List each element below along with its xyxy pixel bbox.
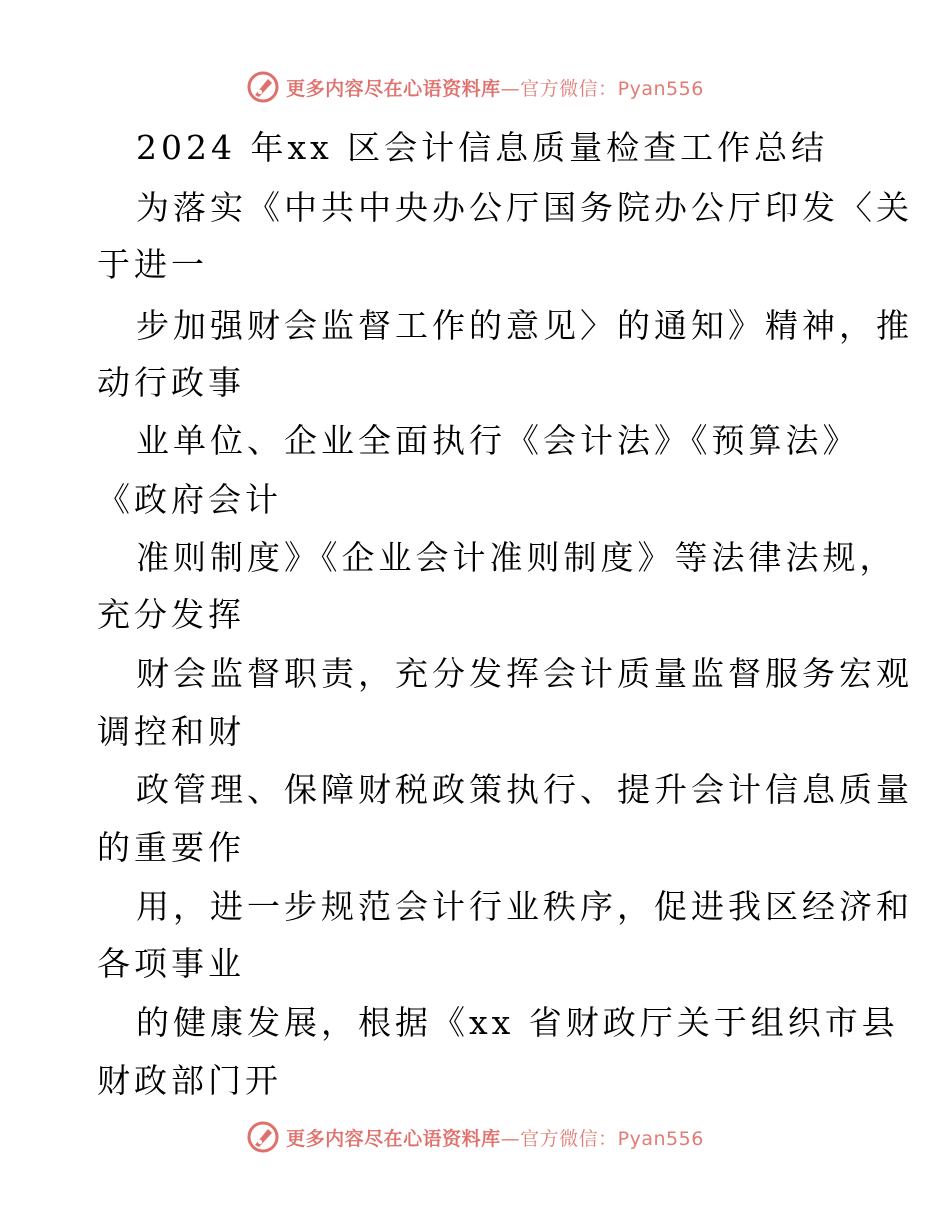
- paragraph-line: 财政部门开: [97, 1061, 282, 1100]
- paragraph-line: 步加强财会监督工作的意见〉的通知》精神，推: [136, 306, 913, 345]
- footer-watermark-text: [286, 1124, 704, 1151]
- paragraph-line: 充分发挥: [97, 595, 245, 634]
- pen-nib-logo-icon: [246, 70, 280, 104]
- header-watermark-banner: [0, 70, 950, 104]
- pen-nib-logo-icon: [246, 1120, 280, 1154]
- paragraph-line: 政管理、保障财税政策执行、提升会计信息质量: [136, 770, 913, 809]
- paragraph-line: 于进一: [97, 245, 208, 284]
- footer-watermark-banner: [0, 1120, 950, 1154]
- paragraph-line: 准则制度》《企业会计准则制度》等法律法规，: [136, 538, 897, 577]
- header-watermark-wechat: 官方微信：Pyan556: [520, 77, 704, 100]
- header-watermark-separator: —: [500, 77, 521, 100]
- paragraph-line: 《政府会计: [97, 480, 282, 519]
- footer-watermark-main: 更多内容尽在心语资料库: [286, 1127, 501, 1150]
- footer-watermark-wechat: 官方微信：Pyan556: [520, 1127, 704, 1150]
- paragraph-line: 的重要作: [97, 828, 245, 867]
- document-title: 2024 年xx 区会计信息质量检查工作总结: [136, 128, 829, 167]
- paragraph-line: 各项事业: [97, 944, 245, 983]
- header-watermark-text: [286, 74, 704, 101]
- paragraph-line: 用，进一步规范会计行业秩序，促进我区经济和: [136, 887, 913, 926]
- footer-watermark-separator: —: [500, 1127, 521, 1150]
- paragraph-line: 的健康发展，根据《xx 省财政厅关于组织市县: [136, 1003, 899, 1042]
- paragraph-line: 为落实《中共中央办公厅国务院办公厅印发〈关: [136, 188, 913, 227]
- header-watermark-main: 更多内容尽在心语资料库: [286, 77, 501, 100]
- paragraph-line: 调控和财: [97, 712, 245, 751]
- paragraph-line: 财会监督职责，充分发挥会计质量监督服务宏观: [136, 654, 913, 693]
- paragraph-line: 动行政事: [97, 363, 245, 402]
- paragraph-line: 业单位、企业全面执行《会计法》《预算法》: [136, 421, 860, 460]
